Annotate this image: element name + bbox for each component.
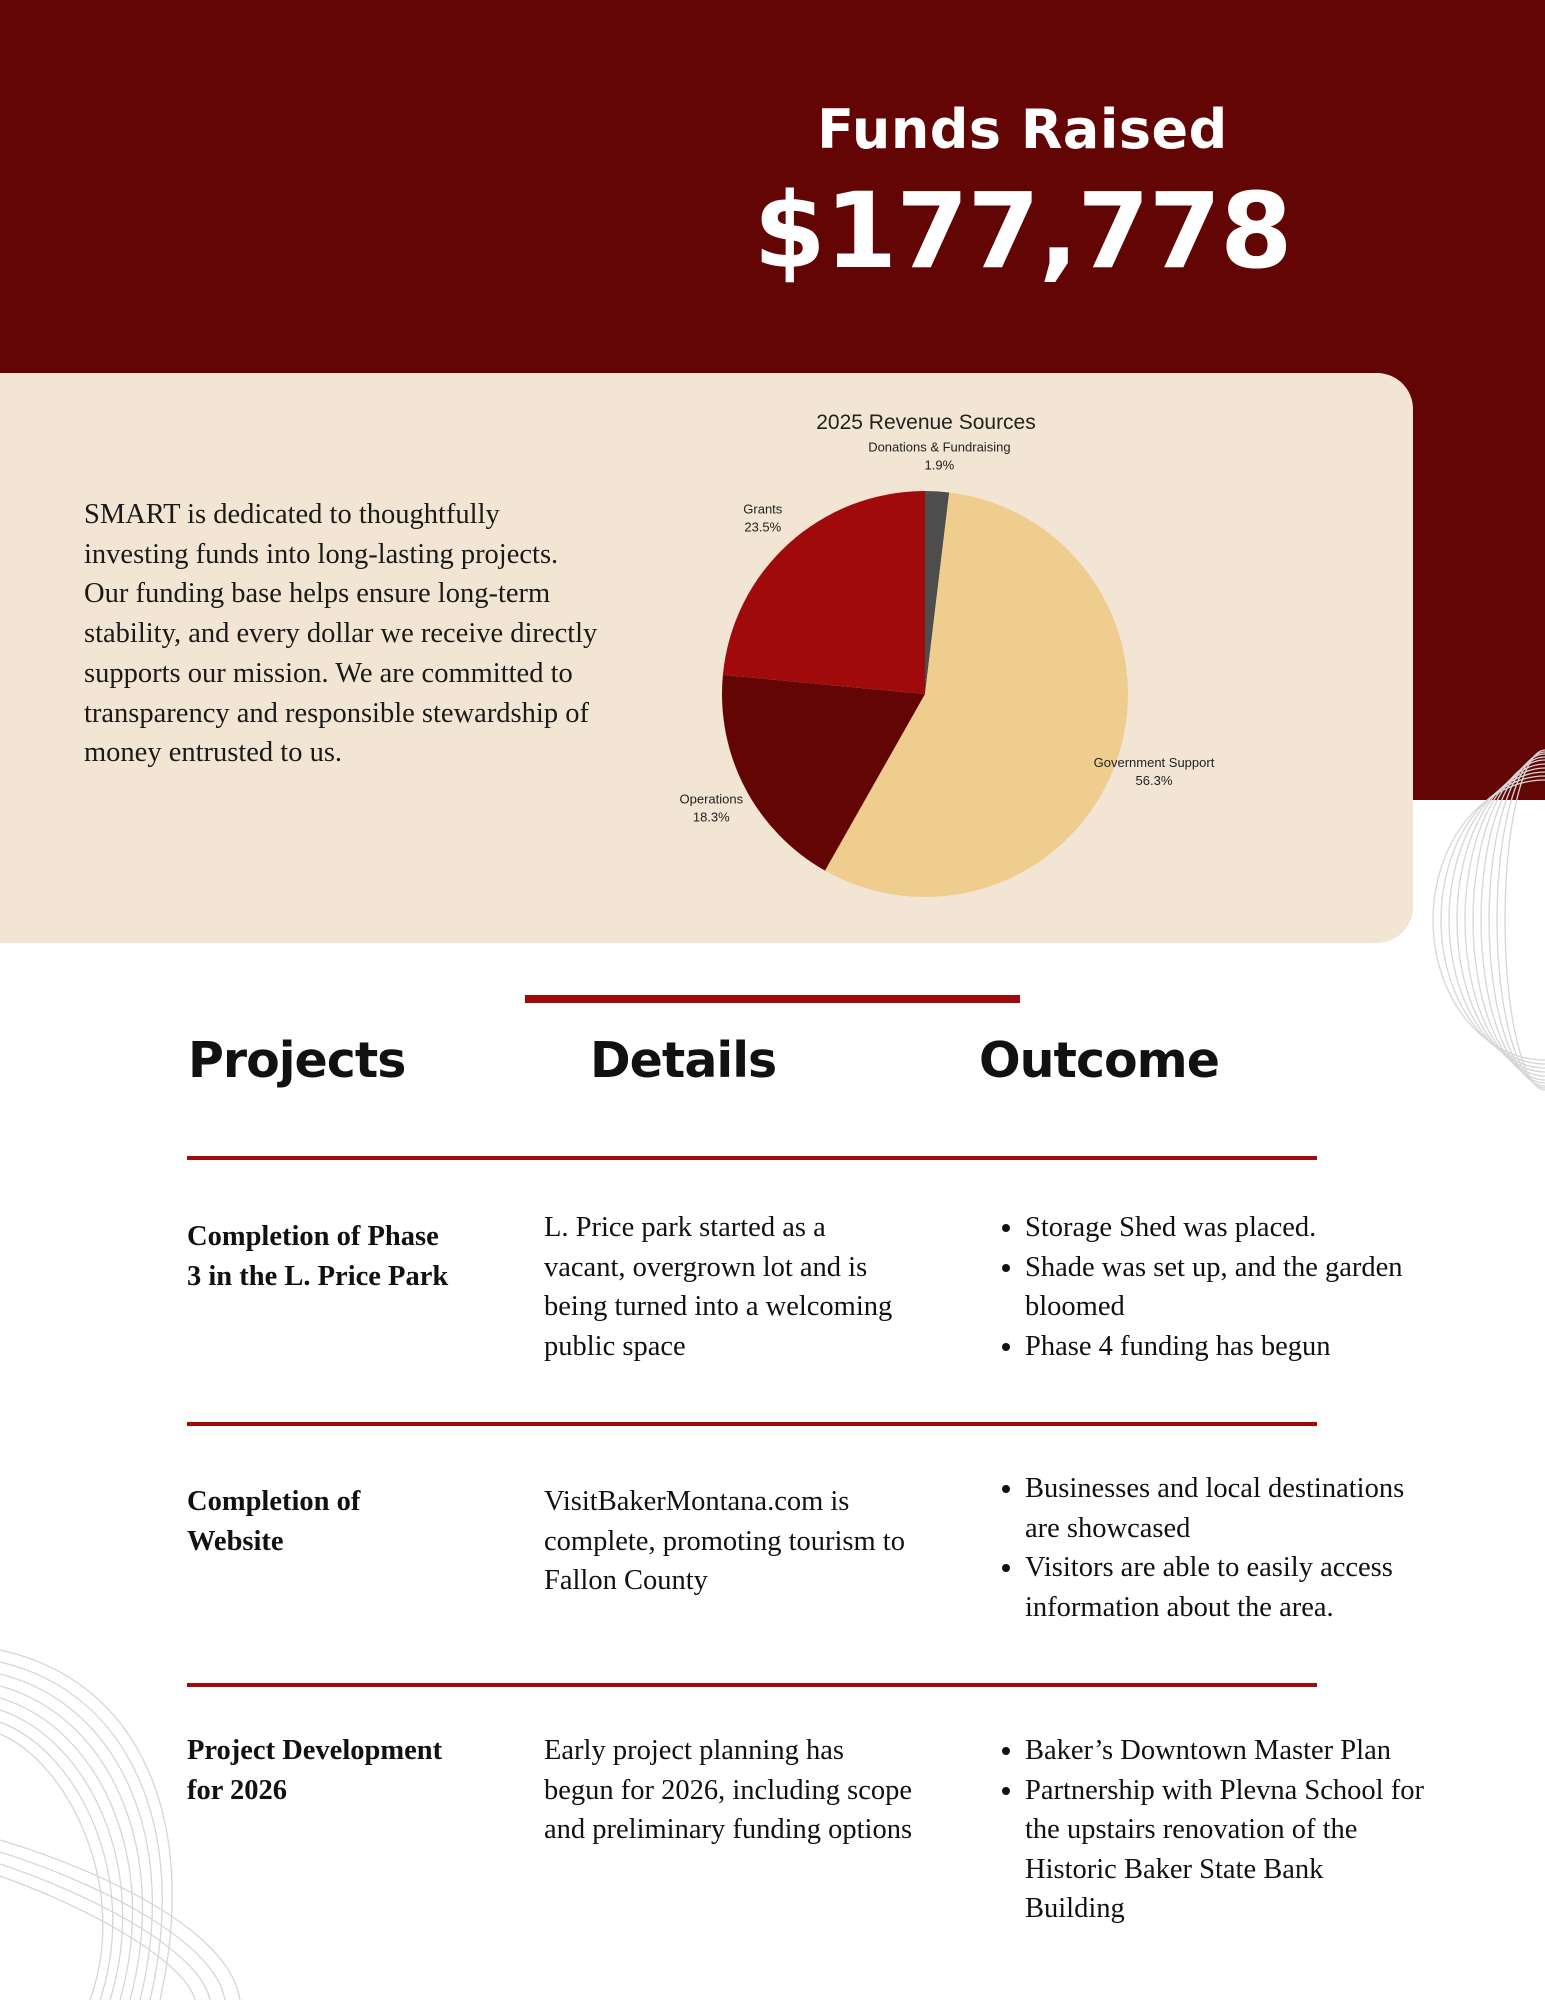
accent-bar [525, 995, 1020, 1003]
outcome-item: • Phase 4 funding has begun [1025, 1327, 1425, 1367]
slice-value-label: 23.5% [744, 519, 782, 535]
row-divider [187, 1422, 1317, 1426]
project-name: Completion of Phase 3 in the L. Price Park [187, 1221, 449, 1292]
revenue-pie-chart [630, 395, 1330, 915]
wave-decoration-left [0, 1640, 250, 2000]
mission-statement: SMART is dedicated to thoughtfully investing funds into long-lasting projects. Our funding base helps ensure long-term stability, and every dollar we receive directly supports our mission. We are committed to transparency and responsible stewardship of money entrusted to us. [84, 499, 598, 769]
project-name: Project Development for 2026 [187, 1735, 443, 1806]
outcome-item: • Storage Shed was placed. [1025, 1208, 1425, 1248]
outcome-list [990, 1208, 1425, 1366]
project-details: VisitBakerMontana.com is complete, promoting tourism to Fallon County [544, 1486, 905, 1596]
outcome-item: • Visitors are able to easily access information about the area. [1025, 1548, 1425, 1627]
slice-label: Donations & Fundraising [868, 439, 1011, 455]
slice-value-label: 1.9% [924, 457, 955, 473]
outcome-item: • Shade was set up, and the garden bloomed [1025, 1248, 1425, 1327]
slice-label: Grants [743, 501, 783, 517]
outcome-list [990, 1469, 1425, 1627]
outcome-item: • Partnership with Plevna School for the upstairs renovation of the Historic Baker State Bank Building [1025, 1771, 1425, 1929]
row-divider [187, 1683, 1317, 1687]
outcome-item: • Businesses and local destinations are showcased [1025, 1469, 1425, 1548]
wave-decoration-right [1395, 740, 1545, 1100]
chart-title: 2025 Revenue Sources [816, 411, 1036, 434]
details-header: Details [590, 1032, 777, 1089]
project-details: Early project planning has begun for 2026, including scope and preliminary funding options [544, 1735, 913, 1845]
funds-raised-amount: $177,778 [753, 170, 1292, 292]
slice-label: Operations [679, 791, 744, 807]
outcome-header: Outcome [979, 1032, 1219, 1089]
outcome-item: • Baker’s Downtown Master Plan [1025, 1731, 1425, 1771]
slice-label: Government Support [1093, 755, 1215, 771]
project-name: Completion of Website [187, 1486, 361, 1557]
row-divider [187, 1156, 1317, 1160]
slice-value-label: 56.3% [1135, 773, 1173, 789]
project-details: L. Price park started as a vacant, overgrown lot and is being turned into a welcoming public space [544, 1212, 893, 1362]
outcome-list [990, 1731, 1425, 1929]
slice-value-label: 18.3% [692, 809, 730, 825]
funds-raised-label: Funds Raised [817, 98, 1228, 161]
projects-header: Projects [188, 1032, 406, 1089]
